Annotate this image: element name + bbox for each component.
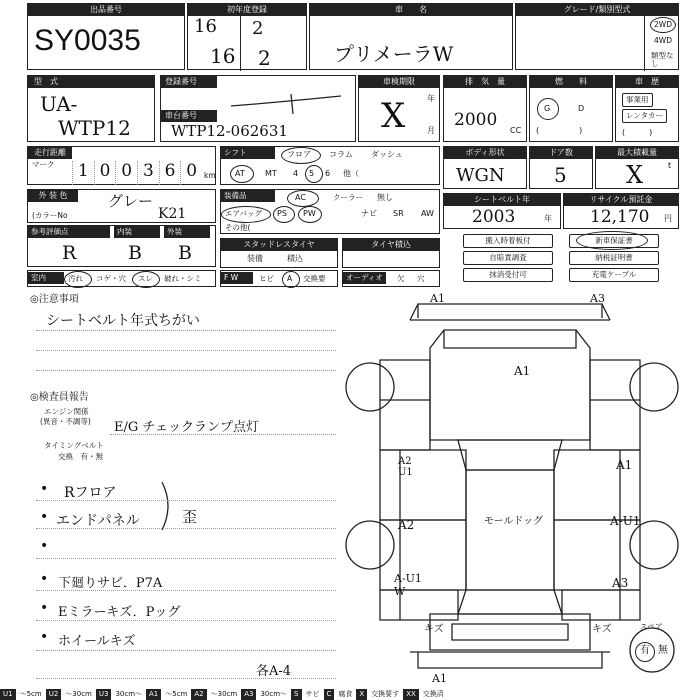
legend-key: A3 (241, 689, 256, 700)
seatbelt-label: シートベルト年 (444, 194, 560, 206)
equip-ps-circle (273, 206, 295, 223)
fuel-paren: ( ) (536, 126, 583, 135)
mileage-digit: 0 (115, 161, 137, 185)
audio-label: オーディオ (343, 272, 386, 284)
displacement-label: 排 気 量 (444, 76, 526, 88)
capacity-unit: t (668, 161, 672, 170)
audio-box (342, 270, 440, 287)
equip-other: その他( (225, 223, 251, 232)
inspector-rule (36, 558, 336, 559)
body-label: ボディ形状 (444, 147, 526, 159)
mileage-label: 走行距離 (28, 147, 72, 159)
history-biz: 事業用 (622, 93, 653, 107)
inspection-year-unit: 年 (427, 94, 435, 103)
spare-no: 無 (658, 645, 668, 656)
seatbelt-box (443, 193, 561, 229)
legend-key: XX (403, 689, 419, 700)
reg-box (160, 75, 356, 142)
color-box (27, 189, 216, 223)
inspector-bullet: • (40, 600, 49, 616)
inspector-rule (36, 678, 336, 679)
inspector-bullet: • (40, 538, 49, 554)
equip-box (220, 189, 440, 234)
left-front-door (380, 450, 466, 520)
drive-2wd-circle (650, 17, 676, 33)
shift-label: シフト (221, 147, 275, 159)
mileage-digits (72, 161, 202, 185)
mileage-box (27, 146, 216, 185)
legend-value: 交換要す (367, 689, 403, 700)
cond-tear: 破れ・シミ (164, 274, 202, 283)
inspector-rule (36, 590, 336, 591)
studless-box (220, 238, 338, 268)
exterior-value: B (178, 242, 192, 264)
hood (430, 330, 590, 440)
fw-box (220, 270, 338, 287)
damage-right-fender: A1 (616, 458, 633, 472)
legend-key: A2 (191, 689, 206, 700)
notes-title: ◎注意事項 (30, 294, 79, 305)
damage-rear-right: キズ (592, 624, 612, 635)
damage-legend (0, 689, 700, 700)
legend-key: A1 (146, 689, 161, 700)
legend-value: 30cm～ (111, 689, 146, 700)
body-value: WGN (456, 165, 505, 186)
wheel-rear-left (346, 521, 394, 569)
history-paren: ( ) (622, 128, 653, 137)
interior-value: B (128, 242, 142, 264)
fuel-box (529, 75, 613, 142)
legend-key: U1 (0, 689, 16, 700)
doors-value: 5 (554, 163, 567, 187)
shift-4: 4 (293, 169, 299, 178)
engine-sub: (異音・不調等) (40, 417, 91, 426)
doc-arrival: 搬入時着板付 (463, 234, 553, 248)
fuel-g-circle (537, 98, 559, 120)
doors-label: ドア数 (530, 147, 592, 159)
exterior-label: 外装 (164, 226, 210, 238)
color-value: グレー (108, 192, 154, 210)
first-reg-year-2: 16 (210, 44, 236, 68)
shift-6: 6 (325, 169, 331, 178)
eval-value: R (62, 242, 77, 264)
legend-value: ～5cm (16, 689, 46, 700)
equip-pw-circle (298, 206, 322, 223)
seatbelt-unit: 年 (544, 214, 552, 223)
shift-floor-circle (281, 147, 321, 164)
audio-missing: 欠 (397, 274, 405, 283)
equip-airbag-circle (221, 206, 271, 223)
inspector-rule (36, 528, 336, 529)
engine-label: エンジン関係 (44, 407, 89, 416)
engine-rule (110, 434, 336, 435)
tire-box (342, 238, 440, 268)
recycle-value: 12,170 (590, 207, 650, 227)
model-name-value: プリメーラW (334, 42, 454, 66)
inspector-item-2: エンドパネル (56, 513, 140, 529)
timing-sub: 交換 有・無 (58, 452, 103, 461)
fuel-d: D (578, 104, 585, 113)
left-rear-door (380, 520, 466, 590)
inspection-box (358, 75, 440, 142)
legend-value: サビ (302, 689, 324, 700)
reg-divider (240, 16, 241, 71)
displacement-value: 2000 (454, 110, 498, 130)
inspector-item-4: 下廻りサビ．P7A (58, 576, 163, 591)
shift-5: 5 (309, 169, 315, 178)
shift-box (220, 146, 440, 185)
fw-label: F W (221, 272, 253, 284)
inspector-item-5: Eミラーキズ．Pッグ (58, 605, 181, 620)
cond-burn: コゲ・穴 (96, 274, 126, 283)
studless-label: スタッドレスタイヤ (221, 239, 337, 251)
damage-front-right: A3 (590, 292, 605, 305)
shift-5-circle (305, 165, 323, 183)
legend-key: C (324, 689, 335, 700)
inspector-rule (36, 650, 336, 651)
inspector-rule (36, 500, 336, 501)
capacity-label: 最大積載量 (596, 147, 678, 159)
legend-key: X (356, 689, 367, 700)
seatbelt-value: 2003 (472, 207, 516, 227)
fuel-g: G (544, 104, 551, 113)
shift-floor: フロア (287, 150, 311, 159)
damage-left-quarter: A-U1 W (394, 572, 422, 598)
damage-front-bumper: A1 (430, 292, 445, 305)
recycle-box (563, 193, 679, 229)
grade-box (515, 3, 679, 70)
capacity-box (595, 146, 679, 189)
wheel-front-left (346, 363, 394, 411)
engine-note: E/G チェックランプ点灯 (114, 420, 259, 435)
spare-yes: 有 (640, 645, 650, 656)
damage-rear-bumper: A1 (432, 672, 447, 685)
shift-dash: ダッシュ (371, 150, 403, 159)
notes-rule (36, 350, 336, 351)
drive-2wd: 2WD (654, 20, 672, 29)
equip-label: 装備品 (221, 190, 275, 202)
shift-column: コラム (329, 150, 353, 159)
damage-rear-left: キズ (424, 624, 444, 635)
notes-rule (36, 330, 336, 331)
chassis-value: WTP12-062631 (171, 122, 288, 140)
studless-loaded: 積込 (287, 254, 303, 263)
fw-a-circle (282, 271, 300, 288)
front-bumper (410, 304, 610, 320)
drive-other: 類型なし (651, 51, 674, 68)
mileage-digit: 0 (94, 161, 116, 185)
inspection-month-unit: 月 (427, 126, 435, 135)
shift-mt: MT (265, 169, 277, 178)
legend-key: U3 (96, 689, 112, 700)
cond-wear-circle (132, 271, 160, 288)
color-label: 外 装 色 (28, 190, 78, 202)
interior-label: 内装 (114, 226, 160, 238)
equip-ac-circle (287, 190, 319, 207)
studless-equipped: 装備 (247, 254, 263, 263)
fw-a: A (287, 274, 293, 283)
inspector-item-6: ホイールキズ (58, 634, 136, 649)
history-box (615, 75, 679, 142)
wheel-front-right (630, 363, 678, 411)
notes-rule (36, 370, 336, 371)
chassis-label: 車台番号 (165, 111, 197, 120)
recycle-label: リサイクル預託金 (564, 194, 678, 206)
inspector-rule (36, 620, 336, 621)
inspector-item-1: Rフロア (64, 485, 117, 501)
damage-right-quarter: A3 (612, 576, 629, 590)
equip-cooler: クーラー (333, 193, 363, 202)
color-code-label: (カラーNo (32, 211, 68, 220)
damage-hood: A1 (514, 364, 531, 378)
reg-no-label: 登録番号 (165, 77, 197, 86)
inspector-bullet: • (40, 571, 49, 587)
doc-cancel: 抹消受付可 (463, 268, 553, 282)
interior-cond-box (27, 270, 216, 287)
mileage-digit: 3 (137, 161, 159, 185)
inspector-bracket-note: 歪 (182, 508, 198, 526)
first-reg-month: 2 (252, 18, 264, 39)
model-name-label: 車 名 (310, 4, 512, 16)
equip-none: 無し (377, 193, 393, 202)
evaluation-box (27, 225, 216, 267)
history-rent: レンタカー (622, 109, 667, 123)
body-box (443, 146, 527, 189)
type-label: 型 式 (28, 76, 154, 88)
eval-label: 参考評価点 (28, 226, 110, 238)
mileage-digit: 6 (159, 161, 181, 185)
inspector-bullet: • (40, 509, 49, 525)
mileage-digit: 1 (72, 161, 94, 185)
legend-value: ～5cm (161, 689, 191, 700)
legend-key: S (291, 689, 301, 700)
equip-ac: AC (295, 193, 306, 202)
damage-left-fender: A2 U1 (398, 456, 413, 478)
notes-line-1: シートベルト年式ちがい (46, 313, 200, 329)
rear-window (458, 590, 562, 614)
equip-sr: SR (393, 209, 404, 218)
displacement-unit: CC (510, 126, 522, 135)
cond-dirt: 汚れ (68, 274, 83, 283)
lot-number-value: SY0035 (34, 24, 141, 57)
inspector-bullet: • (40, 481, 49, 497)
equip-ps: PS (277, 209, 287, 218)
timing-label: タイミングベルト (44, 441, 104, 450)
inspector-bracket (160, 480, 176, 532)
rear-bumper (410, 652, 610, 668)
tire-label: タイヤ積込 (343, 239, 439, 251)
shift-other: 他（ (343, 169, 359, 178)
doc-warranty: 新車保証書 (569, 234, 659, 248)
doc-warranty-circle (576, 231, 648, 250)
doors-box (529, 146, 593, 189)
mileage-marks: マーク (32, 160, 55, 169)
roof (466, 470, 554, 590)
right-fender (590, 360, 640, 450)
first-reg-year: 16 (194, 16, 217, 37)
recycle-unit: 円 (664, 214, 672, 223)
equip-pw: PW (303, 209, 316, 218)
displacement-box (443, 75, 527, 142)
legend-value: 30cm～ (256, 689, 291, 700)
doc-insurance: 自賠責調査 (463, 251, 553, 265)
grade-label: グレード/類別型式 (516, 4, 678, 16)
cond-wear: スレ (138, 274, 153, 283)
fw-replace: 交換要 (303, 274, 326, 283)
color-code-value: K21 (158, 206, 187, 222)
model-name-box (309, 3, 513, 70)
history-label: 車 歴 (616, 76, 678, 88)
fuel-label: 燃 料 (530, 76, 612, 88)
right-quarter (562, 590, 640, 620)
damage-roof-mold: モールドッグ (484, 516, 543, 527)
windshield (458, 440, 562, 470)
first-reg-month-2: 2 (258, 46, 271, 70)
lot-number-label: 出品番号 (28, 4, 184, 16)
equip-aw: AW (421, 209, 434, 218)
left-fender (380, 360, 430, 450)
lot-number-box (27, 3, 185, 70)
mileage-digit: 0 (180, 161, 202, 185)
equip-navi: ナビ (361, 209, 377, 218)
shift-at-circle (230, 165, 254, 183)
spare-label: スペア (640, 622, 663, 631)
spare-yes-circle (635, 642, 655, 662)
equip-airbag: エアバッグ (225, 209, 262, 218)
inspector-title: ◎検査員報告 (30, 392, 89, 403)
first-registration-box (187, 3, 307, 70)
fw-crack: ヒビ (259, 274, 274, 283)
type-value-1: UA- (40, 92, 78, 116)
inspector-signature: 各A-4 (256, 664, 292, 679)
first-registration-label: 初年度登録 (188, 4, 306, 16)
type-box (27, 75, 155, 142)
inspection-label: 車検期限 (359, 76, 439, 88)
mileage-unit: km (204, 171, 216, 180)
wheel-rear-right (630, 521, 678, 569)
legend-value: 腐食 (334, 689, 356, 700)
damage-right-door: A-U1 (610, 514, 641, 528)
capacity-value: X (626, 161, 644, 189)
damage-left-door: A2 (398, 518, 415, 532)
car-diagram (340, 290, 685, 685)
cond-dirt-circle (64, 271, 92, 288)
drive-4wd: 4WD (654, 36, 672, 45)
reg-no-scribble (221, 86, 351, 116)
doc-cable: 充電ケーブル (569, 268, 659, 282)
inspector-bullet: • (40, 629, 49, 645)
legend-key: U2 (46, 689, 62, 700)
doc-tax: 納税証明書 (569, 251, 659, 265)
type-value-2: WTP12 (58, 116, 131, 140)
legend-value: ～30cm (61, 689, 96, 700)
inspection-mark: X (381, 96, 406, 136)
interior-cond-label: 室内 (28, 272, 64, 284)
legend-value: 交換済 (419, 689, 448, 700)
legend-value: ～30cm (207, 689, 242, 700)
shift-at: AT (235, 169, 245, 178)
audio-hole: 穴 (417, 274, 425, 283)
